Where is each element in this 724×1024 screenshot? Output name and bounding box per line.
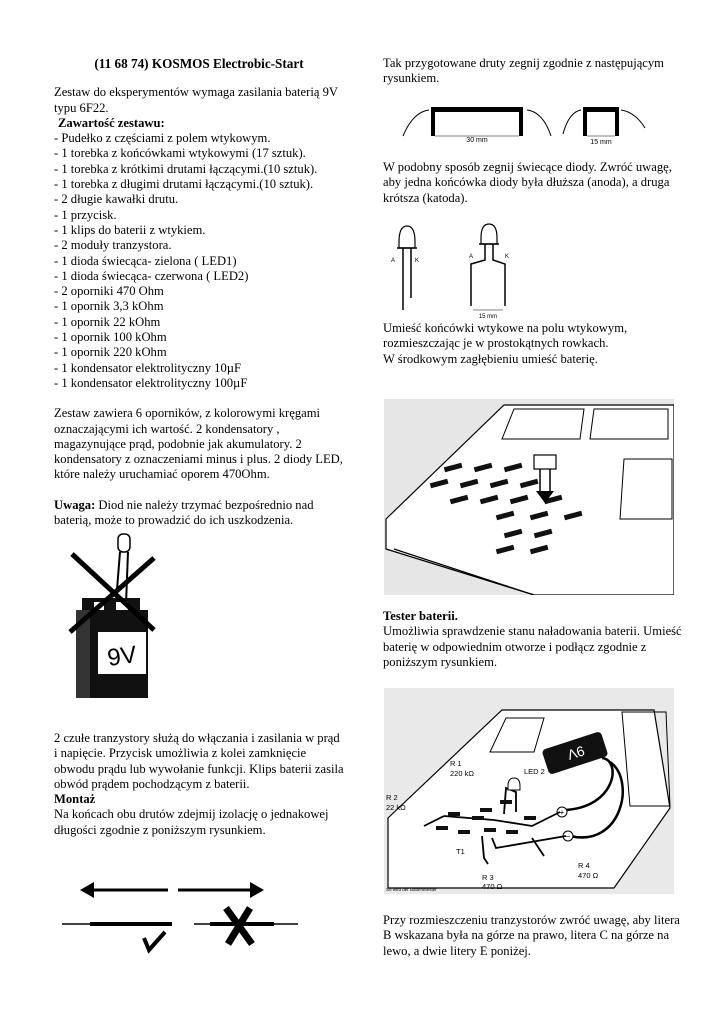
led-bending-illustration [385,220,535,320]
equal-length-arrows [80,882,264,898]
warning-paragraph [54,498,344,529]
wires-bend-text: Tak przygotowane druty zegnij zgodnie z następującym rysunkiem. [383,56,664,86]
led-bend-text: W podobny sposób zegnij świecące diody. Zwróć uwagę, aby jedna końcówka diody była dłuższa (anoda), a druga krótsza (katoda). [383,160,672,205]
r1-label: R 1 [450,759,462,768]
contents-item: - 1 opornik 22 kOhm [54,314,161,329]
plugboard-illustration [384,399,674,595]
set-description: Zestaw zawiera 6 oporników, z kolorowymi kręgami oznaczającymi ich wartość. 2 kondensatory , magazynujące prąd, podobnie jak akumulatory. 2 kondensatory z oznaczeniami minus i plus. 2 diody LED, które należy uruchamiać oporem 470Ohm. [54,406,343,482]
plugs-text-2: W środkowym zagłębieniu umieść baterię. [383,351,598,366]
led-label-k: K [415,258,420,264]
checkmark-icon [144,932,165,950]
wire-stripping-illustration [60,878,300,962]
led-bent-icon [469,224,509,320]
bent-wires-illustration [395,98,665,152]
battery-warning-illustration [58,532,158,704]
contents-item: - 1 dioda świecąca- zielona ( LED1) [54,253,237,268]
contents-item: - 2 oporniki 470 Ohm [54,284,164,299]
led-dim-label: 15 mm [478,314,498,320]
wire-30mm [403,107,551,144]
contents-item: - 2 moduły tranzystora. [54,238,172,253]
svg-text:−: − [565,832,571,841]
warning-label: Uwaga: [54,497,96,512]
led2-icon [508,778,520,790]
led-bend-block [383,160,683,206]
r4-label: R 4 [578,861,590,870]
led-bent-label-k: K [505,254,510,260]
transistor-placement-text: Przy rozmieszczeniu tranzystorów zwróć uwagę, aby litera B wskazana była na górze na prawo, litera C na górze na lewo, a dwie litery E poniżej. [383,913,680,958]
plugs-block [383,321,683,367]
contents-item: - 2 długie kawałki drutu. [54,192,179,207]
contents-item: - 1 torebka z końcówkami wtykowymi (17 sztuk). [54,146,306,161]
r2-value: 22 kΩ [386,803,406,812]
contents-item: - 1 kondensator elektrolityczny 10µF [54,360,242,375]
battery-tester-illustration [384,688,674,894]
assembly-text: Na końcach obu drutów zdejmij izolację o jednakowej długości zgodnie z poniższym rysunkiem. [54,807,329,837]
battery-label: 9V [105,641,139,672]
intro-text: Zestaw do eksperymentów wymaga zasilania baterią 9V typu 6F22. [54,85,338,115]
contents-item: - 1 opornik 220 kOhm [54,345,167,360]
dim-30-label: 30 mm [466,137,488,144]
tester-block [383,609,683,670]
led-bent-label-a: A [469,254,474,260]
contents-item: - 1 kondensator elektrolityczny 100µF [54,375,248,390]
tester-text: Umożliwia sprawdzenie stanu naładowania baterii. Umieść baterię w odpowiednim otworze i podłącz zgodnie z poniższym rysunkiem. [383,624,682,669]
correct-wire [62,924,172,950]
transistor-placement-block [383,913,683,959]
page-title: (11 68 74) KOSMOS Electrobic-Start [94,56,304,71]
contents-item: - 1 torebka z krótkimi drutami łączącymi.(10 sztuk). [54,161,318,176]
r3-label: R 3 [482,873,494,882]
tester-battery-label: 9V [565,742,587,764]
contents-item: - 1 przycisk. [54,207,117,222]
contents-list [54,131,344,391]
contents-item: - 1 torebka z długimi drutami łączącymi.(10 sztuk). [54,177,314,192]
contents-item: - 1 opornik 3,3 kOhm [54,299,164,314]
wire-15mm [563,107,645,146]
contents-heading: Zawartość zestawu: [58,115,165,130]
wrong-wire [194,908,298,944]
t1-label: T1 [456,847,465,856]
figure-caption: So wird der Batterietester [386,887,437,892]
left-lower-text [54,731,344,838]
transistors-text: 2 czułe tranzystory służą do włączania i zasilania w prąd i napięcie. Przycisk umożliwia z kolei zamknięcie obwodu prądu lub wywołanie funkcji. Klips baterii zasila obwód prądem pochodzącym z baterii. [54,731,344,791]
plugs-text-1: Umieść końcówki wtykowe na polu wtykowym, rozmieszczając je w prostokątnych rowkach. [383,321,628,351]
led-label-a: A [391,258,396,264]
r4-value: 470 Ω [578,871,599,880]
r1-value: 220 kΩ [450,769,474,778]
assembly-heading: Montaż [54,792,96,807]
contents-item: - 1 dioda świecąca- czerwona ( LED2) [54,268,249,283]
r3-value: 470 Ω [482,882,503,891]
led2-label: LED 2 [524,767,545,776]
wires-bend-block [383,56,683,87]
r2-label: R 2 [386,793,398,802]
tester-heading: Tester baterii. [383,609,458,623]
dim-15-label: 15 mm [590,139,612,146]
contents-item: - 1 opornik 100 kOhm [54,330,167,345]
contents-item: - 1 klips do baterii z wtykiem. [54,222,206,237]
warning-text: Diod nie należy trzymać bezpośrednio nad baterią, może to prowadzić do ich uszkodzenia. [54,497,314,528]
svg-text:+: + [559,808,565,817]
led-straight-icon [391,226,419,310]
contents-item: - Pudełko z częściami z polem wtykowym. [54,131,271,146]
left-column [54,56,344,528]
